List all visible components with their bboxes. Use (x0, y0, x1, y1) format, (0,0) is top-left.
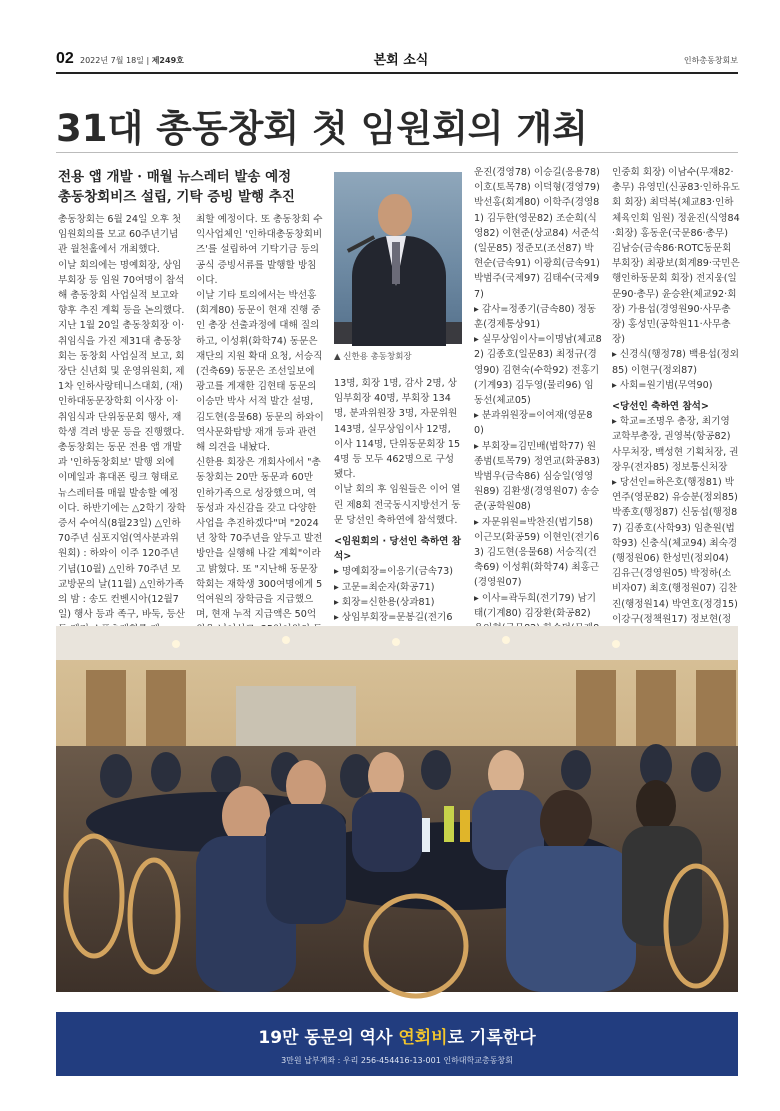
list-item: ▸ 명예회장=이응기(금속73) (334, 566, 454, 578)
paragraph: 총동창회는 6월 24일 오후 첫 임원회의를 모교 60주년기념관 월천홀에서 개최했다. (58, 214, 182, 256)
attendee-list-heading: <임원회의 · 당선인 축하연 참석> (334, 536, 461, 563)
headline-rule (56, 152, 738, 153)
paragraph: 이날 기타 토의에서는 박선홍(회계80) 동문이 현재 진행 중인 총장 선출과정에 대해 질의하고, 이성휘(화학74) 동문은 재단의 지원 확대 요청, 서승직(건축69) 동문은 조선일보에 광고를 게재한 김현태 동문의 이승만 박사 서적 발간 설명, 김도현(응물68) 동문의 하와이 역사문화탐방 재개 등과 관련해 의견을 내놨다. (196, 290, 324, 454)
list-item: 인중회 회장) 이남수(무재82·총무) 유영민(신공83·인하유도회 회장) 최덕복(체교83·인하체육인회 임원) 정윤진(식영84·회장) 홍동운(국문86·총무) 김남승(금속86·ROTC동문회 부회장) 최광보(회계89·국민은행인하동문회 회장) 전지웅(일문90·총무) 윤승완(체교92·회장) 가용섭(경영원90·사무총장) 홍성민(공학원11·사무총장) (612, 167, 740, 346)
paragraph: 신한용 회장은 개회사에서 "총동창회는 20만 동문과 60만 인하가족으로 성장했으며, 역동성과 자신감을 갖고 다양한 사업을 추진하겠다"며 "2024년 창학 70주년을 앞두고 발전 방안을 실행해 나갈 계획"이라고 밝혔다. 또 "지난해 동문장학회는 재학생 300여명에게 5억여원의 장학금을 지급했으며, 현재 누적 지급액은 50억 (196, 457, 323, 621)
membership-fee-banner (56, 1012, 738, 1076)
article-subhead-1: 전용 앱 개발 · 매월 뉴스레터 발송 예정 (58, 169, 292, 185)
article-column-3 (334, 376, 462, 624)
issue-date: 2022년 7월 18일 (80, 56, 144, 65)
article-headline: 31대 총동창회 첫 임원회의 개최 (56, 107, 588, 150)
list-item: ▸ 감사=정종기(금속80) 정동훈(경제통상91) (474, 303, 597, 331)
header-rule (56, 72, 738, 74)
page-number: 02 (56, 50, 74, 67)
issue-number: 제249호 (151, 56, 184, 65)
meeting-photo-illustration (56, 626, 738, 992)
list-item: ▸ 당선인=하은호(행정81) 박연주(영문82) 유승분(정외85) 박종호(행정87) 신동섭(행정87) 김종호(사학93) 임춘원(법학93) 신충식(체교94) 최숙경(행정원06) 한성민(정외04) 김유근(경영원05) 박정하(소비자07) 최호(행정원07) 김찬진(행정원14) 박연호(정경15) 이강구(정책원17) 정보현(정 (612, 477, 738, 625)
list-item: ▸ 이사=곽두희(전기79) 남기태(기계80) 김장환(화공82) (474, 592, 597, 619)
slogan-highlight: 연회비 (398, 1028, 448, 1048)
publisher-name: 인하총동창회보 (683, 56, 738, 65)
celebration-list-heading: <당선인 축하연 참석> (612, 401, 709, 413)
list-item: 운진(경영78) 이승길(응용78) 이호(토목78) 이덕형(경영79) 박선홍(회계80) 이학주(경영81) 김두한(영문82) 조순희(식영82) 이현준(상교84) 서준석(일문85) 정준모(조선87) 박현순(금속91) 이광희(금속91) 박범주(국제97) 김태수(국제97) (474, 167, 600, 300)
tie (392, 242, 400, 284)
juice-bottle (460, 810, 470, 842)
juice-bottle (444, 806, 454, 842)
list-item: ▸ 부회장=김민배(법학77) 원종범(토목79) 정연교(화공83) 박범우(금속86) 심승일(영영원89) 김환생(경영원07) 송승준(공학원08) (474, 440, 600, 513)
paragraph: 최할 예정이다. 또 총동창회 수익사업체인 '인하대총동창회비즈'를 설립하여 기탁기금 등의 공식 증빙서류를 발행할 방침이다. (196, 214, 323, 286)
article-column-1 (58, 212, 186, 621)
slogan-part: 로 기록한다 (447, 1028, 536, 1048)
paragraph: 이날 회의 후 임원들은 이어 열린 제8회 전국동시지방선거 동문 당선인 축하연에 참석했다. (334, 484, 461, 526)
paragraph: 이날 회의에는 명예회장, 상임부회장 등 임원 70여명이 참석해 총동창회 사업실적 보고와 향후 추진 계획 등을 논의했다. (58, 259, 185, 317)
portrait-caption: ▲ 신한용 총동창회장 (334, 352, 412, 362)
article-column-4 (474, 165, 602, 619)
article-column-5 (612, 165, 740, 625)
back-screen (236, 686, 356, 756)
paragraph: 총동창회는 동문 전용 앱 개발과 '인하동창회보' 발행 외에 이메일과 휴대폰 링크 형태로 뉴스레터를 매월 발송할 예정이다. 하반기에는 △2학기 장학증서 수여식(8월23일) △인하70주년 심포지엄(역사분과위원회) : 하와이 이주 120주년 기념(10월) △인하 70주년 모교방문의 날(11월) △인하가족의 밤 : 송도 컨벤시아(12월7일) 행사 등과 족구, 바둑, 등산 (58, 442, 186, 621)
list-item: ▸ 신경식(행정78) 백용섭(정외85) 이현구(정외87) (612, 349, 740, 376)
issue-info: 2022년 7월 18일 | 제249호 (80, 56, 184, 65)
head (378, 194, 412, 236)
paragraph: 13명, 회장 1명, 감사 2명, 상임부회장 40명, 부회장 134명, 분과위원장 3명, 자문위원 143명, 실무상임이사 12명, 이사 114명, 단위동문회장 154명 등 모두 462명으로 구성됐다. (334, 378, 461, 481)
list-item: ▸ 학교=조명우 총장, 최기영 교학부총장, 권영복(항공82) 사무처장, 백성현 기획처장, 권장우(전자85) 정보통신처장 (612, 416, 739, 473)
president-portrait-photo (334, 172, 462, 344)
page-header (56, 50, 738, 74)
slogan-part: 19만 동문의 역사 (258, 1028, 399, 1048)
section-label: 본회 소식 (373, 53, 429, 68)
list-item: ▸ 사회=원기범(무역90) (612, 379, 713, 391)
meeting-photo (56, 626, 738, 992)
paragraph: 지난 1월 20일 총동창회장 이·취임식을 가진 제31대 총동창회는 동창회 사업실적 보고, 회장단 신년회 및 운영위원회, 제1차 인하사랑테니스대회, (재)인하대동문장학회 이사장 이·취임식과 단위동문회 행사, 재학생 격려 방문 등을 진행했다. (58, 320, 185, 438)
list-item: ▸ 실무상임이사=이명남(체교82) 김종호(일문83) 최정규(경영90) 김현숙(수학92) 전홍기(기계93) 김두영(물리96) 임동선(체교05) (474, 334, 602, 407)
list-item: ▸ 상임부회장=문봉길(전기6 (334, 612, 453, 624)
article-subhead-2: 총동창회비즈 설립, 기탁 증빙 발행 추진 (58, 189, 295, 205)
list-item: ▸ 분과위원장=이여재(영문80) (474, 410, 593, 437)
banner-slogan (56, 1023, 738, 1048)
list-item: ▸ 회장=신한용(상과81) (334, 596, 435, 608)
article-column-2 (196, 212, 324, 621)
list-item: ▸ 자문위원=박찬진(법기58) 이근모(화공59) 이현인(전기63) 김도현(응물68) 서승직(건축69) 이성휘(화학74) 최홍근(경영원07) (474, 516, 600, 589)
bank-account-info: 3만원 납부계좌 : 우리 256-454416-13-001 인하대학교총동창회 (281, 1056, 513, 1065)
list-item: ▸ 고문=최순자(화공71) (334, 581, 435, 593)
